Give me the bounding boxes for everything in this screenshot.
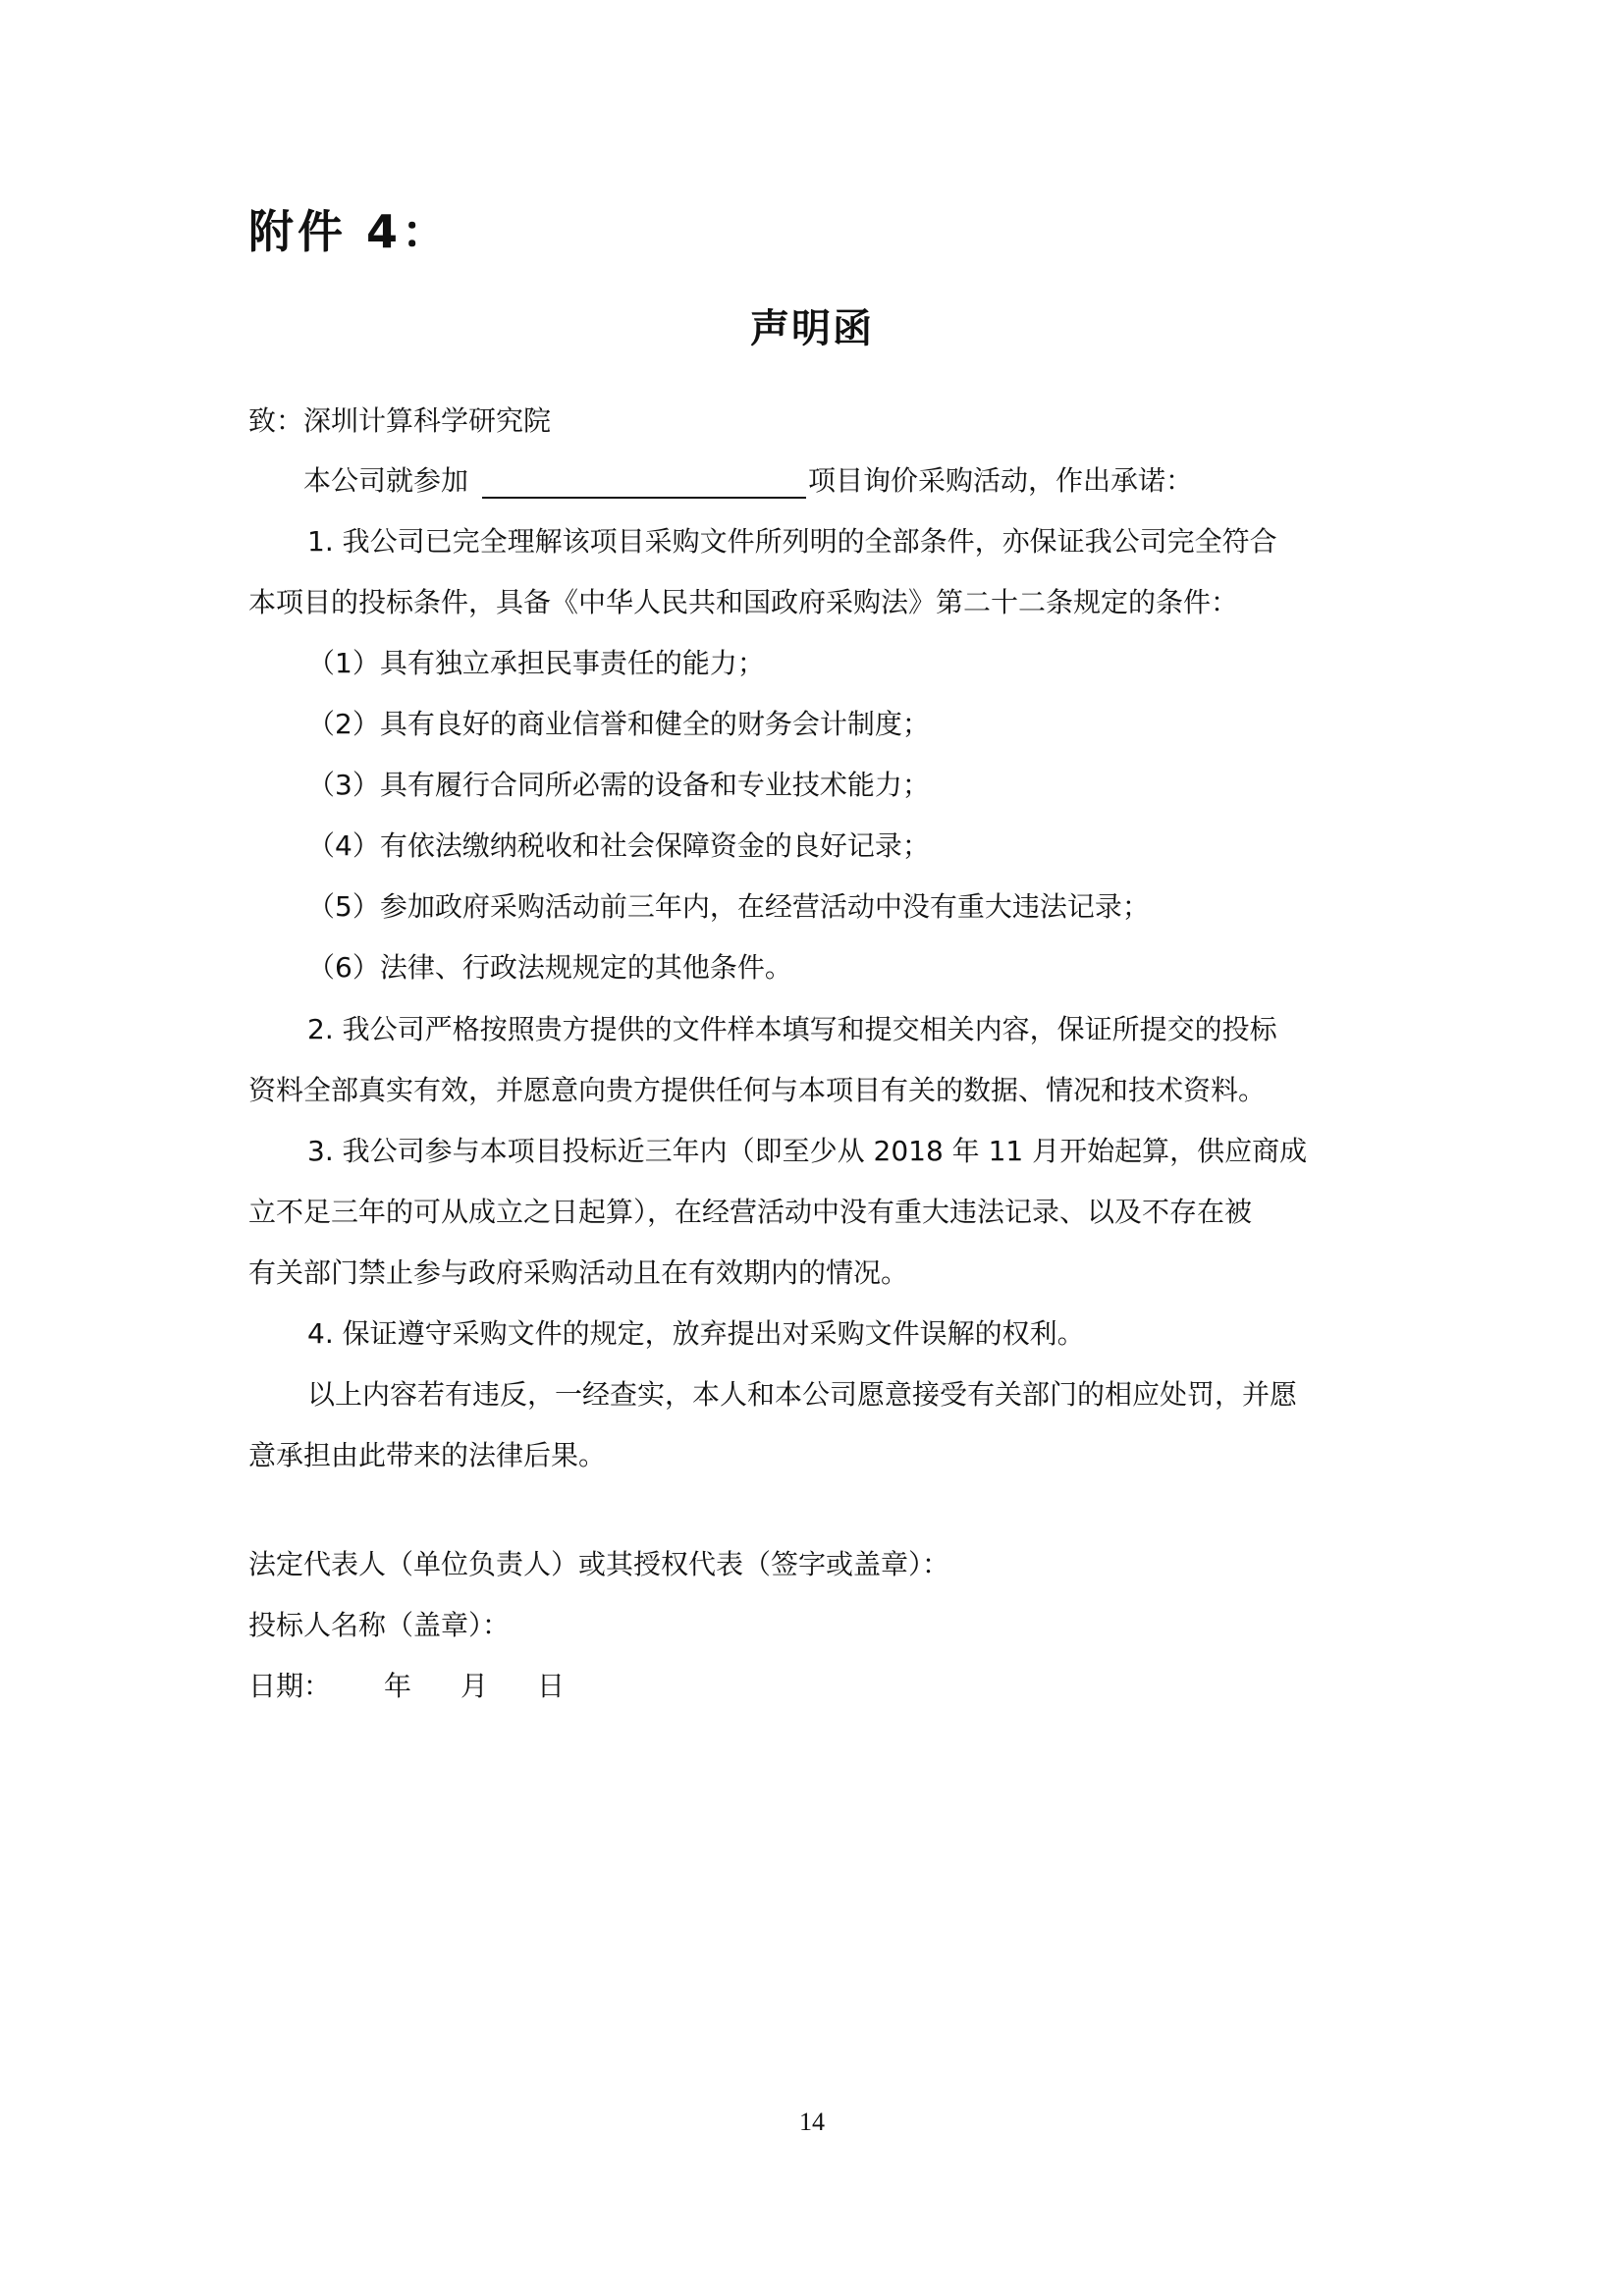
representative-signature-line: 法定代表人（单位负责人）或其授权代表（签字或盖章）： [248,1548,950,1580]
para5-line1: 以上内容若有违反，一经查实，本人和本公司愿意接受有关部门的相应处罚，并愿 [307,1378,1298,1411]
condition-item: （4）有依法缴纳税收和社会保障资金的良好记录； [307,829,930,862]
para3-line1: 3. 我公司参与本项目投标近三年内（即至少从 2018 年 11 月开始起算，供应商成 [307,1135,1308,1167]
attachment-heading: 附件 4： [248,205,452,258]
date-year: 年 [384,1670,412,1702]
para2-line2: 资料全部真实有效，并愿意向贵方提供任何与本项目有关的数据、情况和技术资料。 [248,1074,1267,1106]
document-title: 声明函 [750,306,874,351]
date-month: 月 [460,1670,489,1702]
para3-line2: 立不足三年的可从成立之日起算），在经营活动中没有重大违法记录、以及不存在被 [248,1196,1253,1228]
condition-item: （2）具有良好的商业信誉和健全的财务会计制度； [307,708,930,740]
condition-item: （1）具有独立承担民事责任的能力； [307,647,765,679]
condition-item: （3）具有履行合同所必需的设备和专业技术能力； [307,769,930,801]
para4-line: 4. 保证遵守采购文件的规定，放弃提出对采购文件误解的权利。 [307,1317,1085,1350]
intro-after-blank: 项目询价采购活动，作出承诺： [808,464,1194,497]
intro-before-blank: 本公司就参加 [303,464,469,497]
para1-line2: 本项目的投标条件，具备《中华人民共和国政府采购法》第二十二条规定的条件： [248,586,1239,618]
condition-item: （5）参加政府采购活动前三年内，在经营活动中没有重大违法记录； [307,890,1150,923]
para5-line2: 意承担由此带来的法律后果。 [248,1439,607,1471]
para2-line1: 2. 我公司严格按照贵方提供的文件样本填写和提交相关内容，保证所提交的投标 [307,1013,1277,1045]
para3-line3: 有关部门禁止参与政府采购活动且在有效期内的情况。 [248,1256,909,1289]
date-label: 日期： [248,1670,332,1702]
recipient-line: 致：深圳计算科学研究院 [248,404,552,437]
intro-line [303,463,1193,499]
para1-line1: 1. 我公司已完全理解该项目采购文件所列明的全部条件，亦保证我公司完全符合 [307,525,1277,558]
project-name-blank [482,467,806,499]
date-day: 日 [537,1670,566,1702]
condition-item: （6）法律、行政法规规定的其他条件。 [307,951,792,984]
page-number: 14 [799,2108,825,2136]
bidder-name-line: 投标人名称（盖章）： [248,1609,511,1641]
date-line [248,1669,565,1704]
